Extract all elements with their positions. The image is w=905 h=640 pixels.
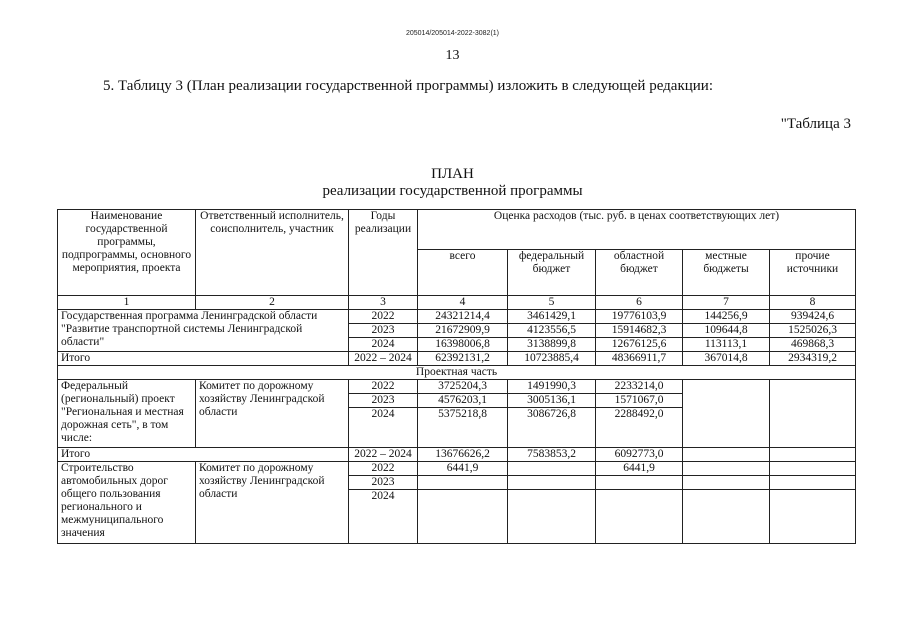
header-years: Годы реализации [349, 210, 418, 296]
cell-other: 469868,3 [770, 338, 856, 352]
cell-local: 144256,9 [683, 310, 770, 324]
cell-regional: 2288492,0 [596, 408, 683, 448]
cell-regional: 6441,9 [596, 462, 683, 476]
cell-year: 2022 – 2024 [349, 448, 418, 462]
cell-total: 24321214,4 [418, 310, 508, 324]
col-number: 5 [508, 296, 596, 310]
header-regional: областной бюджет [596, 250, 683, 296]
table-row [58, 380, 856, 394]
col-number: 1 [58, 296, 196, 310]
table-row [58, 462, 856, 476]
activity-executor: Комитет по дорожному хозяйству Ленинградской области [196, 462, 349, 544]
cell-other [770, 490, 856, 544]
cell-year: 2022 [349, 310, 418, 324]
cell-local [683, 380, 770, 448]
cell-regional [596, 476, 683, 490]
project-name: Федеральный (региональный) проект "Региональная и местная дорожная сеть", в том числе: [58, 380, 196, 448]
cell-local: 367014,8 [683, 352, 770, 366]
header-federal: федеральный бюджет [508, 250, 596, 296]
cell-year: 2023 [349, 324, 418, 338]
col-number: 2 [196, 296, 349, 310]
header-other: прочие источники [770, 250, 856, 296]
summary-row [58, 448, 856, 462]
cell-total: 5375218,8 [418, 408, 508, 448]
table-label: "Таблица 3 [780, 116, 851, 132]
document-id: 205014/205014-2022-3082(1) [405, 30, 500, 37]
cell-federal [508, 476, 596, 490]
cell-federal: 3086726,8 [508, 408, 596, 448]
cell-regional: 19776103,9 [596, 310, 683, 324]
cell-total [418, 476, 508, 490]
cell-regional: 48366911,7 [596, 352, 683, 366]
cell-year: 2023 [349, 476, 418, 490]
cell-total: 6441,9 [418, 462, 508, 476]
cell-total [418, 490, 508, 544]
cell-other [770, 476, 856, 490]
cell-federal: 3138899,8 [508, 338, 596, 352]
instruction-paragraph: 5. Таблицу 3 (План реализации государственной программы) изложить в следующей редакции: [103, 78, 713, 94]
header-row [58, 210, 856, 250]
cell-other [770, 462, 856, 476]
plan-subtitle: реализации государственной программы [322, 183, 583, 199]
cell-local: 113113,1 [683, 338, 770, 352]
cell-total: 16398006,8 [418, 338, 508, 352]
cell-federal: 4123556,5 [508, 324, 596, 338]
section-title: Проектная часть [58, 366, 856, 380]
summary-label: Итого [58, 352, 349, 366]
col-number: 7 [683, 296, 770, 310]
project-executor: Комитет по дорожному хозяйству Ленинградской области [196, 380, 349, 448]
cell-year: 2023 [349, 394, 418, 408]
cell-year: 2022 – 2024 [349, 352, 418, 366]
cell-local: 109644,8 [683, 324, 770, 338]
cell-other: 1525026,3 [770, 324, 856, 338]
column-number-row [58, 296, 856, 310]
col-number: 4 [418, 296, 508, 310]
cell-other [770, 448, 856, 462]
cell-federal: 7583853,2 [508, 448, 596, 462]
header-total: всего [418, 250, 508, 296]
cell-other: 2934319,2 [770, 352, 856, 366]
section-row [58, 366, 856, 380]
cell-year: 2024 [349, 490, 418, 544]
cell-total: 3725204,3 [418, 380, 508, 394]
cell-other [770, 380, 856, 448]
header-local: местные бюджеты [683, 250, 770, 296]
cell-total: 4576203,1 [418, 394, 508, 408]
cell-regional: 12676125,6 [596, 338, 683, 352]
cell-local [683, 490, 770, 544]
col-number: 8 [770, 296, 856, 310]
activity-name: Строительство автомобильных дорог общего пользования регионального и межмуниципального значения [58, 462, 196, 544]
cell-federal [508, 462, 596, 476]
cell-year: 2024 [349, 338, 418, 352]
page-number: 13 [445, 48, 460, 63]
cell-regional: 1571067,0 [596, 394, 683, 408]
header-costs: Оценка расходов (тыс. руб. в ценах соответствующих лет) [418, 210, 856, 250]
cell-total: 13676626,2 [418, 448, 508, 462]
cell-year: 2024 [349, 408, 418, 448]
cell-total: 62392131,2 [418, 352, 508, 366]
program-name: Государственная программа Ленинградской области "Развитие транспортной системы Ленинградской области" [58, 310, 349, 352]
col-number: 3 [349, 296, 418, 310]
cell-other: 939424,6 [770, 310, 856, 324]
cell-local [683, 448, 770, 462]
cell-federal: 10723885,4 [508, 352, 596, 366]
header-executor: Ответственный исполнитель, соисполнитель, участник [196, 210, 349, 296]
cell-local [683, 462, 770, 476]
plan-table [57, 209, 856, 544]
summary-label: Итого [58, 448, 349, 462]
summary-row [58, 352, 856, 366]
col-number: 6 [596, 296, 683, 310]
cell-federal: 1491990,3 [508, 380, 596, 394]
cell-regional: 15914682,3 [596, 324, 683, 338]
cell-local [683, 476, 770, 490]
header-name: Наименование государственной программы, подпрограммы, основного мероприятия, проекта [58, 210, 196, 296]
cell-regional [596, 490, 683, 544]
cell-total: 21672909,9 [418, 324, 508, 338]
cell-federal: 3461429,1 [508, 310, 596, 324]
cell-federal [508, 490, 596, 544]
cell-year: 2022 [349, 462, 418, 476]
cell-regional: 2233214,0 [596, 380, 683, 394]
table-row [58, 310, 856, 324]
cell-regional: 6092773,0 [596, 448, 683, 462]
cell-federal: 3005136,1 [508, 394, 596, 408]
plan-title: ПЛАН [431, 166, 474, 182]
cell-year: 2022 [349, 380, 418, 394]
